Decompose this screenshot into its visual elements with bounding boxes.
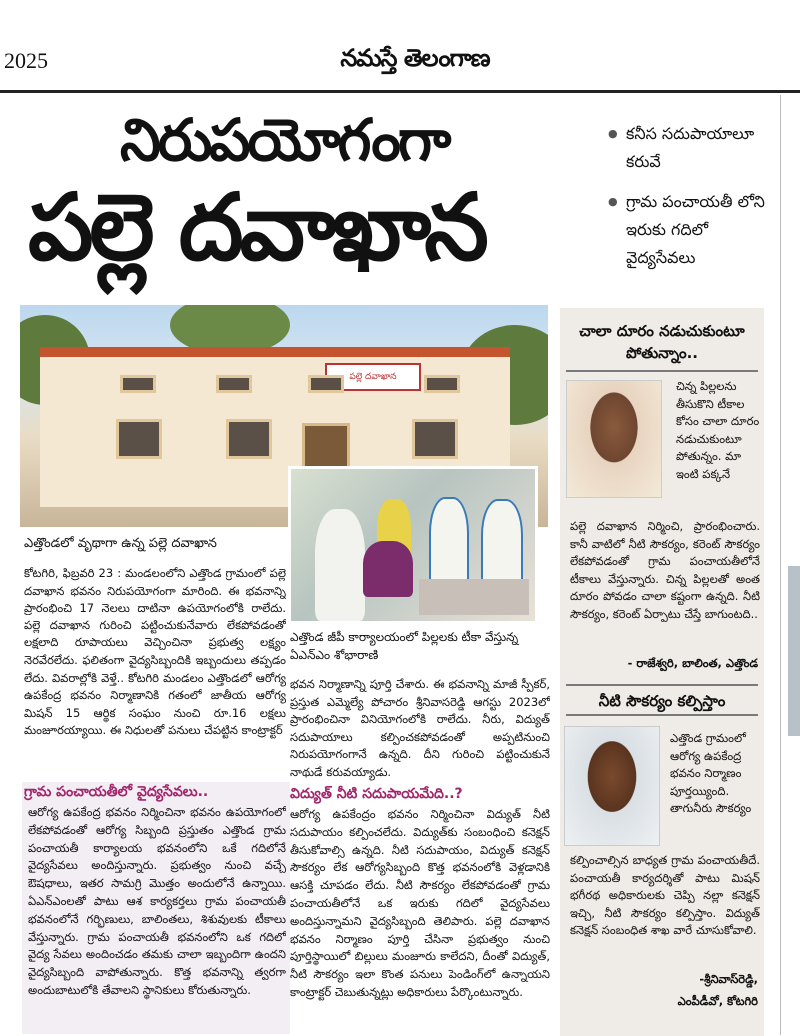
quote-attribution: - రాజేశ్వరి, బాలింత, ఎత్తొండ <box>627 656 758 670</box>
adjacent-column-text-fragment <box>786 930 800 1030</box>
portrait-photo <box>564 726 660 846</box>
column-divider <box>780 95 781 1035</box>
masthead: నమస్తే తెలంగాణ <box>340 44 490 72</box>
headline-line-2: పల్లె దవాఖాన <box>28 174 485 281</box>
window <box>308 375 344 393</box>
building-sign-text: పల్లె దవాఖాన <box>349 372 397 382</box>
table-shape <box>419 579 529 615</box>
article-paragraph: కోటగిరి, ఫిబ్రవరి 23 : మండలంలోని ఎత్తొండ గ్రామంలో పల్లె దవాఖాన భవనం నిరుపయోగంగా మారింది. ఈ భవనాన్ని ప్రారంభించి 17 నెలలు దాటినా ఉపయోగంలోకి రాలేదు. <box>24 566 286 615</box>
adjacent-photo-fragment <box>788 566 800 736</box>
person-shape <box>429 497 469 587</box>
subheading: గ్రామ పంచాయతీలో వైద్యసేవలు.. <box>24 784 209 800</box>
sidebar-heading: చాలా దూరం నడుచుకుంటూ పోతున్నాం.. <box>579 322 745 362</box>
quote-text: ఎత్తొండ గ్రామంలో ఆరోగ్య ఉపకేంద్ర భవనం నిర్మాణం పూర్తయ్యింది. తాగునీరు సౌకర్యం <box>670 731 752 816</box>
bullet-item: ● కనీస సదుపాయాలూ కరువే <box>608 120 776 176</box>
person-shape <box>481 499 523 589</box>
window <box>116 419 162 459</box>
adjacent-column-text-fragment <box>784 170 798 550</box>
attribution-name: -శ్రీనివాస్‌రెడ్డి, <box>699 972 758 986</box>
article-paragraph: ఆరోగ్య ఉపకేంద్రం భవనం నిర్మించినా విద్యుత్ నీటి సదుపాయం కల్పించలేదు. విద్యుత్‌కు సంబంధించి కనెక్షన్ తీసుకోవాల్సి ఉన్నది. నీటి సదుపాయం, విద్యుత్ కనెక్షన్ సౌకర్యం లేక ఆరోగ్యసిబ్బంది కొత్త భవనంలోకి వెళ్లడానికి ఆసక్తి చూపడం లేదు. నీటి సౌకర్యం లేకపోవడంతో గ్రామ పంచాయతీలోనే ఒక ఇరుకు గదిలో వైద్యసేవలు అందిస్తున్నామని వైద్యసిబ్బంది తెలిపారు. పల్లె దవాఖాన భవనం నిర్మాణం పూర్తి చేసినా ప్రభుత్వం నుంచి పూర్తిస్థాయిలో బిల్లులు మంజూరు కాలేదని, దీంతో విద్యుత్, నీటి సౌకర్యం ఇలా కొంత పనులు పెండింగ్‌లో ఉన్నాయని కాంట్రాక్టర్ చెబుతున్నట్లు అధికారులు పేర్కొంటున్నారు. <box>290 807 550 999</box>
highlight-bullets <box>608 120 776 284</box>
photo-caption: ఎత్తొండ జీపీ కార్యాలయంలో పిల్లలకు టీకా వేస్తున్న ఏఎన్‌ఎం శోభారాణి <box>290 630 519 662</box>
article-paragraph-continued: పల్లె దవాఖాన గురించి పట్టించుకునేవారు లేకపోవడంతో లక్షలాది రూపాయలు వెచ్చించినా ప్రభుత్వ లక్ష్యం నెరవేరలేదు. ఫలితంగా వైద్యసిబ్బందికి ఇబ్బందులు తప్పడం లేదు. వివరాల్లోకి వెళ్తే.. కోటగిరి మండలం ఎత్తొండలో ఆరోగ్య ఉపకేంద్ర భవనం నిర్మాణానికి గతంలో జాతీయ ఆరోగ్య మిషన్ 15 ఆర్థిక సంఘం నుంచి రూ.16 లక్షలు మంజూరయ్యాయి. ఈ నిధులతో పనులు చేపట్టిన కాంట్రాక్టర్ <box>24 617 286 738</box>
quote-text: చిన్న పిల్లలను తీసుకొని టీకాల కోసం చాలా దూరం నడుచుకుంటూ పోతున్నం. మా ఇంటి పక్కనే <box>676 379 760 481</box>
article-intro-continued <box>24 616 286 776</box>
window <box>216 375 252 393</box>
header-divider <box>0 90 800 93</box>
sidebar-heading: నీటి సౌకర్యం కల్పిస్తాం <box>566 684 758 714</box>
article-paragraph: భవన నిర్మాణాన్ని పూర్తి చేశారు. ఈ భవనాన్ని మాజీ స్పీకర్, ప్రస్తుత ఎమ్మెల్యే పోచారం శ్రీనివాసరెడ్డి ఆగస్టు 2023లో ప్రారంభించినా వినియోగంలోకి రాలేదు. నీరు, విద్యుత్ సదుపాయాలు కల్పించకపోవడంతో అప్పటినుంచి నిరుపయోగంగానే ఉన్నది. దీని గురించి పట్టించుకునే నాథుడే కరువయ్యాడు. <box>290 677 550 779</box>
attribution-role: ఎంపీడీవో, కోటగిరి <box>677 994 758 1008</box>
sidebar-divider <box>566 714 758 716</box>
person-shape <box>315 509 365 621</box>
vaccination-photo <box>288 466 538 624</box>
portrait-photo <box>566 380 662 498</box>
quote-text: పల్లె దవాఖాన నిర్మించి, ప్రారంభించారు. కానీ వాటిలో నీటి సౌకర్యం, కరెంట్ సౌకర్యం లేకపోవడంతో గ్రామ పంచాయతీలోనే టీకాలు వేస్తున్నారు. చిన్న పిల్లలతో అంత దూరం పోవడం చాలా కష్టంగా ఉన్నది. నీటి సౌకర్యం, కరెంట్ ఏర్పాటు చేస్తే బాగుంటది.. <box>570 519 760 621</box>
photo-caption: ఎత్తొండలో వృథాగా ఉన్న పల్లె దవాఖాన <box>24 536 217 551</box>
bullet-item: ● గ్రామ పంచాయతీ లోని ఇరుకు గదిలో వైద్యసేవలు <box>608 188 776 272</box>
article-intro <box>24 565 286 615</box>
window <box>412 419 458 459</box>
article-paragraph: ఆరోగ్య ఉపకేంద్ర భవనం నిర్మించినా భవనం ఉపయోగంలో లేకపోవడంతో ఆరోగ్య సిబ్బంది ప్రస్తుతం ఎత్తొండ గ్రామ పంచాయతీ కార్యాలయ భవనంలోని ఒకే గదిలోనే వైద్యసేవలు అందిస్తున్నారు. ప్రభుత్వం నుంచి వచ్చే ఔషధాలు, ఇతర సామగ్రి మొత్తం అందులోనే ఉన్నాయి. ఏఎన్‌ఎంలతో పాటు ఆశ కార్యకర్తలు గ్రామ పంచాయతీ భవనంలోనే గర్భిణులు, బాలింతలు, శిశువులకు టీకాలు వేస్తున్నారు. గ్రామ పంచాయతీ భవనంలోని ఒక గదిలో వైద్య సేవలు అందించడం తమకు చాలా ఇబ్బందిగా ఉందని వైద్యసిబ్బంది వాపోతున్నారు. కొత్త భవనాన్ని త్వరగా అందుబాటులోకి తేవాలని స్థానికులు కోరుతున్నారు. <box>28 805 286 997</box>
window <box>424 375 460 393</box>
quote-text: కల్పించాల్సిన బాధ్యత గ్రామ పంచాయతీదే. పంచాయతీ కార్యదర్శితో పాటు మిషన్ భగీరథ అధికారులకు చెప్పి నల్లా కనెక్షన్ ఇచ్చి, నీటి సౌకర్యం కల్పిస్తాం. విద్యుత్ కనెక్షన్ సంబంధిత శాఖ వారే చూసుకోవాలి. <box>570 853 760 938</box>
headline-line-1: నిరుపయోగంగా <box>120 106 449 174</box>
person-shape <box>363 541 413 597</box>
window <box>120 375 156 393</box>
sidebar-divider <box>566 370 758 372</box>
article-column-2 <box>290 676 550 782</box>
quote-attribution <box>570 968 758 1012</box>
subheading: విద్యుత్ నీటి సదుపాయమేది..? <box>290 786 463 802</box>
issue-date: 2025 <box>4 48 48 73</box>
window <box>226 419 272 459</box>
